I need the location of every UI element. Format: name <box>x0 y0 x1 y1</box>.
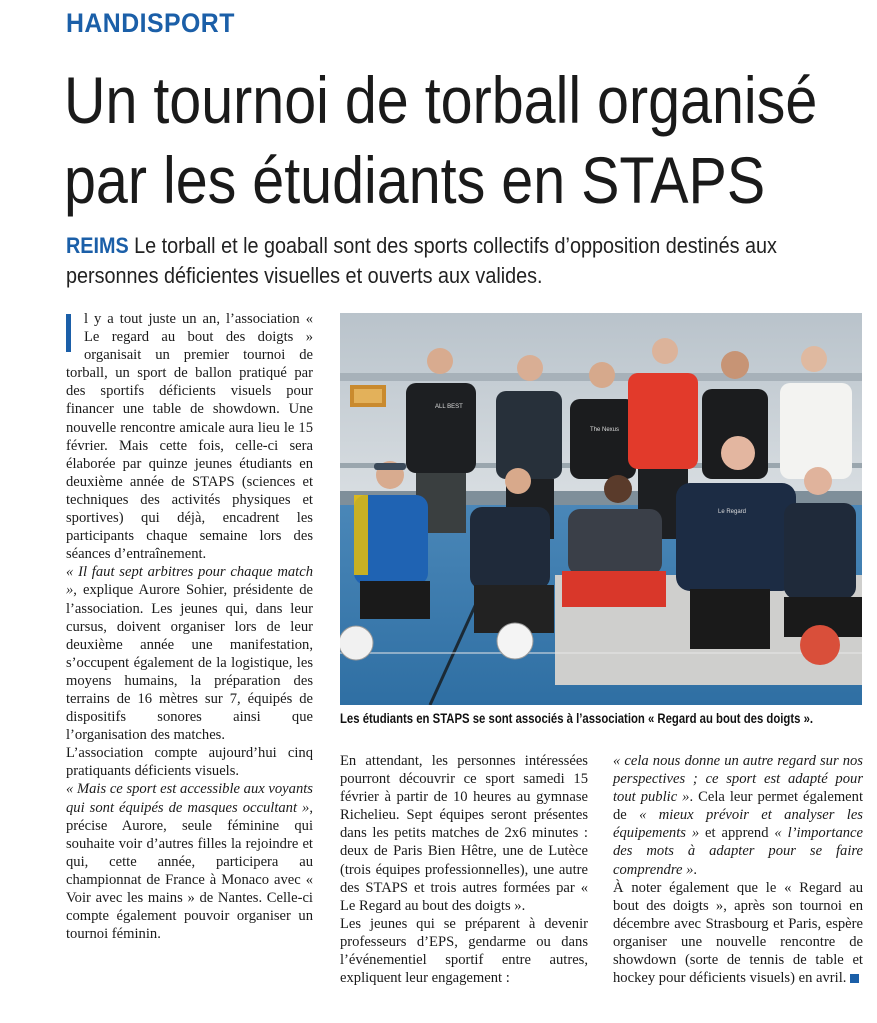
quote-engagement: « cela nous donne un autre regard sur nos perspectives ; ce sport est adapté pour tout public » <box>613 753 863 806</box>
paragraph-6-text: Les jeunes qui se préparent à devenir professeurs d’EPS, gendarme ou dans l’événementiel sportif entre autres, expliquent leur engagement : <box>340 915 588 987</box>
section-rubric: HANDISPORT <box>66 8 235 38</box>
photo-caption: Les étudiants en STAPS se sont associés à l’association « Regard au bout des doigts ». <box>340 711 814 726</box>
article-column-2 <box>340 752 588 987</box>
paragraph-6-start <box>340 915 588 987</box>
paragraph-3: L’association compte aujourd’hui cinq pratiquants déficients visuels. <box>66 745 313 780</box>
team-photo-illustration <box>340 313 862 705</box>
quote-mots: « l’importance des mots à adapter pour se faire comprendre » <box>613 825 863 878</box>
paragraph-2-text: , explique Aurore Sohier, présidente de l’association. Les jeunes qui, dans leur cursus, doivent organiser lors de leur deuxième année une manifestation, s’occupent également de la logistique, les moyens humains, la préparation des terrains de 16 mètres sur 7, équipés de dispositifs sonores ainsi que l’organisation des matches. <box>66 582 313 744</box>
paragraph-1-text: l y a tout juste un an, l’association « Le regard au bout des doigts » organisait un premier tournoi de torball, un sport de ballon pratiqué par des sportifs déficients visuels pour financer une table de showdown. Une nouvelle rencontre amicale aura lieu le 15 février. Mais cette fois, celle-ci sera élaborée par quinze jeunes étudiants en deuxième année de STAPS (sciences et techniques des activités physiques et sportives) qui déjà, encadrent les participants chaque semaine lors des séances d’entraînement. <box>66 311 313 563</box>
article-lead <box>66 231 804 291</box>
shirt-print-1: ALL BEST <box>435 404 463 410</box>
article-column-1 <box>66 310 313 943</box>
paragraph-4-text: , précise Aurore, seule féminine qui souhaite voir d’autres filles la rejoindre et qui, cette année, participera au championnat de France à Monaco avec « Voir avec les mains » de Nantes. Celle-ci compte également pouvoir organiser un tournoi féminin. <box>66 799 313 943</box>
shirt-print-2: The Nexus <box>590 427 620 433</box>
lead-text: Le torball et le goaball sont des sports collectifs d’opposition destinés aux personnes déficientes visuelles et ouverts aux valides. <box>66 233 777 288</box>
paragraph-7-text: À noter également que le « Regard au bout des doigts », après son tournoi en décembre avec Strasbourg et Paris, espère organiser une nouvelle rencontre de showdown (sorte de tennis de table et hockey pour déficients visuels) en avril. <box>613 879 863 987</box>
headline-line-1: Un tournoi de torball organisé <box>64 63 818 137</box>
shirt-print-3: Le Regard <box>718 509 747 515</box>
paragraph-4 <box>66 780 313 943</box>
paragraph-6-end: . <box>693 861 698 878</box>
paragraph-6-mid: . Cela leur permet également de <box>613 789 863 824</box>
article-column-3 <box>613 752 863 987</box>
paragraph-7 <box>613 879 863 988</box>
dropcap <box>66 314 78 352</box>
paragraph-2 <box>66 563 313 744</box>
article-headline <box>64 60 818 220</box>
headline-line-2: par les étudiants en STAPS <box>64 143 766 217</box>
end-of-article-square-icon <box>850 974 859 983</box>
quote-equipements: « mieux prévoir et analyser les équipements » <box>613 807 863 842</box>
article-photo <box>340 313 862 705</box>
paragraph-6-mid2: et apprend <box>699 825 775 842</box>
lead-city: REIMS <box>66 233 129 258</box>
dropcap-bar <box>66 314 71 352</box>
quote-voyants: « Mais ce sport est accessible aux voyants qui sont équipés de masques occultant » <box>66 781 313 816</box>
paragraph-1 <box>66 310 313 563</box>
paragraph-6-continued <box>613 752 863 879</box>
paragraph-5: En attendant, les personnes intéressées pourront découvrir ce sport samedi 15 février à partir de 10 heures au gymnase Richelieu. Sept équipes seront présentes dans les petits matches de 2x6 minutes : deux de Paris Bien Hêtre, une de Lutèce (trois équipes professionnelles), une autre des STAPS et trois autres formées par « Le Regard au bout des doigts ». <box>340 753 588 914</box>
quote-arbitres: « Il faut sept arbitres pour chaque match » <box>66 564 313 599</box>
